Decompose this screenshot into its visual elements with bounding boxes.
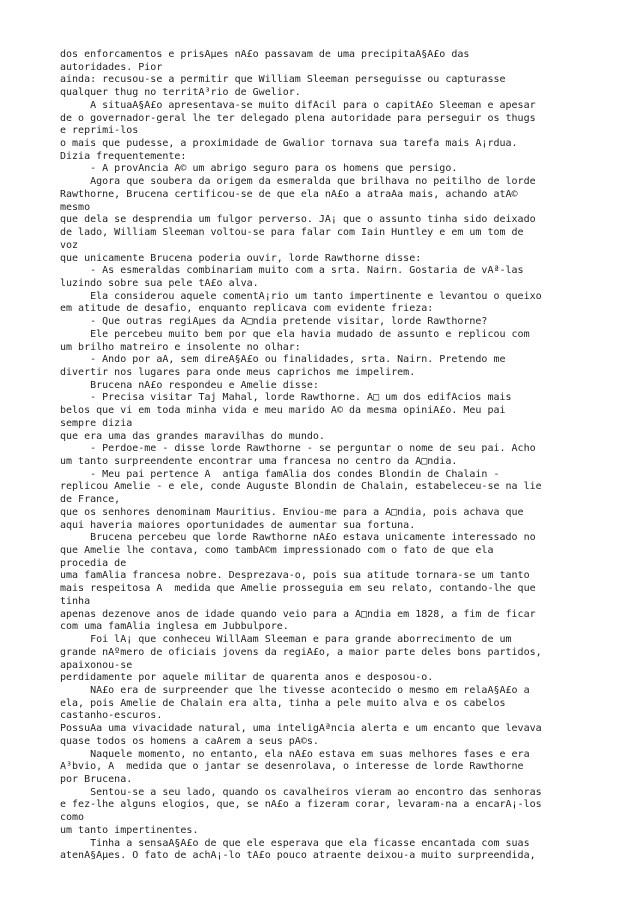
text-line: quase todos os homens a caÃrem a seus pÃ©s. <box>60 735 319 747</box>
text-line: apenas dezenove anos de idade quando veio para a Ã□ndia em 1828, a fim de ficar <box>60 608 536 620</box>
text-line: - As esmeraldas combinariam muito com a srta. Nairn. Gostaria de vÃª-las <box>60 265 524 277</box>
text-line: castanho-escuros. <box>60 710 163 722</box>
text-line: grande nÃºmero de oficiais jovens da regiÃ£o, a maior parte deles bons partidos, <box>60 646 542 658</box>
text-line: que unicamente Brucena poderia ouvir, lorde Rawthorne disse: <box>60 252 422 264</box>
text-line: - A provÃncia Ã© um abrigo seguro para os homens que persigo. <box>60 163 458 175</box>
text-line: Tinha a sensaÃ§Ã£o de que ele esperava que ela ficasse encantada com suas <box>60 837 530 849</box>
text-line: Ã³bvio, Ã medida que o jantar se desenrolava, o interesse de lorde Rawthorne <box>60 761 524 773</box>
text-line: que era uma das grandes maravilhas do mundo. <box>60 430 325 442</box>
text-line: Agora que soubera da origem da esmeralda que brilhava no peitilho de lorde <box>60 176 536 188</box>
text-line: Sentou-se a seu lado, quando os cavalheiros vieram ao encontro das senhoras <box>60 786 542 798</box>
text-line: mesmo <box>60 201 91 213</box>
text-line: atenÃ§Ãµes. O fato de achÃ¡-lo tÃ£o pouco atraente deixou-a muito surpreendida, <box>60 850 536 862</box>
text-line: autoridades. Pior <box>60 61 163 73</box>
text-line: que dela se desprendia um fulgor perverso. JÃ¡ que o assunto tinha sido deixado <box>60 214 536 226</box>
text-line: - Perdoe-me - disse lorde Rawthorne - se perguntar o nome de seu pai. Acho <box>60 443 536 455</box>
text-line: um brilho matreiro e insolente no olhar: <box>60 341 301 353</box>
text-line: belos que vi em toda minha vida e meu marido Ã© da mesma opiniÃ£o. Meu pai <box>60 405 506 417</box>
text-line: Ela considerou aquele comentÃ¡rio um tanto impertinente e levantou o queixo <box>60 290 542 302</box>
text-line: procedia de <box>60 557 127 569</box>
text-line: e reprimi-los <box>60 125 139 137</box>
text-line: voz <box>60 239 79 251</box>
body-text <box>60 49 588 863</box>
text-line: um tanto surpreendente encontrar uma francesa no centro da Ã□ndia. <box>60 456 458 467</box>
text-line: mais respeitosa Ã medida que Amelie prosseguia em seu relato, contando-lhe que <box>60 583 536 595</box>
text-line: Ele percebeu muito bem por que ela havia mudado de assunto e replicou com <box>60 328 530 340</box>
text-line: Naquele momento, no entanto, ela nÃ£o estava em suas melhores fases e era <box>60 748 530 760</box>
text-line: - Que outras regiÃµes da Ã□ndia pretende visitar, lorde Rawthorne? <box>60 316 488 328</box>
text-line: luzindo sobre sua pele tÃ£o alva. <box>60 277 259 289</box>
text-line: por Brucena. <box>60 773 133 785</box>
text-line: sempre dizia <box>60 417 133 429</box>
text-line: PossuÃa uma vivacidade natural, uma inteligÃªncia alerta e um encanto que levava <box>60 723 542 735</box>
text-line: um tanto impertinentes. <box>60 824 199 836</box>
text-line: - Meu pai pertence Ã antiga famÃlia dos condes Blondin de Chalain - <box>60 468 500 480</box>
text-line: ainda: recusou-se a permitir que William Sleeman perseguisse ou capturasse <box>60 74 506 86</box>
text-line: que Amelie lhe contava, como tambÃ©m impressionado com o fato de que ela <box>60 545 494 557</box>
text-line: Brucena nÃ£o respondeu e Amelie disse: <box>60 379 319 391</box>
text-line: replicou Amelie - e ele, conde Auguste Blondin de Chalain, estabeleceu-se na lie <box>60 481 542 493</box>
text-line: de o governador-geral lhe ter delegado plena autoridade para perseguir os thugs <box>60 112 536 124</box>
text-line: e fez-lhe alguns elogios, que, se nÃ£o a fizeram corar, levaram-na a encarÃ¡-los <box>60 799 542 811</box>
text-line: Dizia frequentemente: <box>60 150 187 162</box>
text-line: em atitude de desafio, enquanto replicava com evidente frieza: <box>60 303 434 315</box>
text-line: qualquer thug no territÃ³rio de Gwelior. <box>60 87 301 99</box>
text-line: de France, <box>60 494 121 506</box>
text-line: divertir nos lugares para onde meus caprichos me impelirem. <box>60 366 416 378</box>
text-line: NÃ£o era de surpreender que lhe tivesse acontecido o mesmo em relaÃ§Ã£o a <box>60 684 530 696</box>
text-line: tinha <box>60 595 91 607</box>
text-line: como <box>60 812 85 824</box>
text-line: apaixonou-se <box>60 659 133 671</box>
text-line: Brucena percebeu que lorde Rawthorne nÃ£o estava unicamente interessado no <box>60 532 536 544</box>
text-line: que os senhores denominam Mauritius. Enviou-me para a Ã□ndia, pois achava que <box>60 506 524 518</box>
text-line: - Ando por aÃ, sem direÃ§Ã£o ou finalidades, srta. Nairn. Pretendo me <box>60 354 506 366</box>
text-line: com uma famÃlia inglesa em Jubbulpore. <box>60 621 289 633</box>
text-line: perdidamente por aquele militar de quarenta anos e desposou-o. <box>60 672 434 684</box>
text-line: - Precisa visitar Taj Mahal, lorde Rawthorne. Ã□ um dos edifÃcios mais <box>60 392 512 404</box>
text-line: aqui haveria maiores oportunidades de aumentar sua fortuna. <box>60 519 416 531</box>
text-line: A situaÃ§Ã£o apresentava-se muito difÃcil para o capitÃ£o Sleeman e apesar <box>60 99 536 111</box>
text-line: o mais que pudesse, a proximidade de Gwalior tornava sua tarefa mais Ã¡rdua. <box>60 138 518 150</box>
text-line: ela, pois Amelie de Chalain era alta, tinha a pele muito alva e os cabelos <box>60 697 506 709</box>
text-line: de lado, William Sleeman voltou-se para falar com Iain Huntley e em um tom de <box>60 227 524 239</box>
text-line: dos enforcamentos e prisÃµes nÃ£o passavam de uma precipitaÃ§Ã£o das <box>60 49 470 60</box>
text-line: uma famÃlia francesa nobre. Desprezava-o, pois sua atitude tornara-se um tanto <box>60 570 530 582</box>
text-line: Foi lÃ¡ que conheceu WillÃam Sleeman e para grande aborrecimento de um <box>60 634 512 646</box>
text-line: Rawthorne, Brucena certificou-se de que ela nÃ£o a atraÃa mais, achando atÃ© <box>60 188 518 200</box>
